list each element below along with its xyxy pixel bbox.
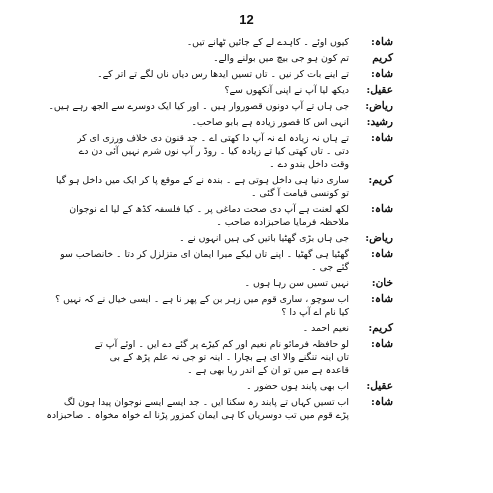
dialogue-line: کیوں اوئے ۔ کاہدے لے کے جائیں ٹھانے تیں۔ bbox=[186, 37, 349, 48]
dialogue-entry bbox=[76, 132, 395, 171]
dialogue-line: نعیم احمد ۔ bbox=[302, 323, 349, 334]
dialogue-text bbox=[56, 174, 349, 200]
dialogue-text bbox=[69, 203, 349, 229]
page-number: 12 bbox=[239, 12, 254, 27]
dialogue-text bbox=[77, 132, 349, 171]
speaker-name: عقیل: bbox=[366, 84, 393, 96]
speaker-name: کریم: bbox=[368, 174, 393, 186]
dialogue-entry bbox=[96, 84, 395, 97]
dialogue-line: اب بھی پابند ہوں حضور ۔ bbox=[246, 381, 349, 392]
dialogue-entry bbox=[55, 293, 395, 319]
dialogue-line: لکھ لعنت ہے آپ دی صحت دماغی پر ۔ کیا فلسفہ کڈھ کے لیا اے نوجوان bbox=[69, 204, 349, 215]
dialogue-text bbox=[96, 322, 349, 335]
dialogue-line: قاعدہ ہے میں تو ان کے اندر ریا بھی ہے ۔ bbox=[187, 365, 349, 376]
speaker-name: شاہ: bbox=[370, 36, 393, 48]
dialogue-text bbox=[96, 277, 349, 290]
dialogue-entry bbox=[96, 52, 395, 65]
speaker-name: شاہ: bbox=[370, 248, 393, 260]
dialogue-line: تو کونسی قیامت آ گئی ۔ bbox=[250, 188, 349, 199]
dialogue-line: لو حافظہ فرمائو نام نعیم اور کم کیڑے پر گئے دے ایں ۔ اوئے آپ تے bbox=[94, 339, 349, 350]
dialogue-entry bbox=[55, 174, 395, 200]
dialogue-text bbox=[96, 52, 349, 65]
speaker-name: شاہ: bbox=[370, 293, 393, 305]
dialogue-line: تاں اینہ تنگنے والا ای ہے بچارا ۔ اینہ تو جی نہ علم پڑھ کے بی bbox=[109, 352, 349, 363]
dialogue-line: اب سوچو ، ساری قوم میں زہر بن کے پھر نا ہے ۔ ایسی خیال نے کہ نہیں ؟ bbox=[55, 294, 349, 305]
dialogue-text bbox=[96, 232, 349, 245]
dialogue-line: دیکھ لیا آپ نے اپنی آنکھوں سے؟ bbox=[224, 85, 349, 96]
dialogue-text bbox=[95, 338, 349, 377]
dialogue-line: تے ہاں نہ زیادہ اے نہ آپ دا کھتی اے ۔ جد قنون دی خلاف ورزی ای کر bbox=[76, 133, 349, 144]
speaker-name: رشید: bbox=[366, 116, 393, 128]
dialogue-line: جی ہاں تے آپ دونوں قصوروار ہیں ۔ اور کیا ایک دوسرے سے الجھ رہے ہیں۔ bbox=[48, 101, 349, 112]
dialogue-script bbox=[46, 36, 395, 485]
dialogue-line: ملاحظہ فرمایا صاحبزادہ صاحب ۔ bbox=[216, 217, 349, 228]
speaker-name: شاہ: bbox=[370, 338, 393, 350]
dialogue-entry bbox=[46, 396, 395, 422]
dialogue-text bbox=[96, 84, 349, 97]
speaker-name: شاہ: bbox=[370, 203, 393, 215]
speaker-name: شاہ: bbox=[370, 396, 393, 408]
dialogue-text bbox=[46, 396, 349, 422]
speaker-name: عقیل: bbox=[366, 380, 393, 392]
dialogue-line: گھٹیا ہی گھٹیا ۔ اپنے تاں لیکے میرا ایمان ای متزلزل کر دتا ۔ خانصاحب سو bbox=[60, 249, 349, 260]
dialogue-text bbox=[96, 116, 349, 129]
dialogue-line: کیا نام اے آپ دا ؟ bbox=[281, 307, 349, 318]
speaker-name: شاہ: bbox=[370, 132, 393, 144]
dialogue-line: گئے جی ۔ bbox=[311, 262, 349, 273]
dialogue-line: اب تسیں کہاں تے پابند رہ سکنا ایں ۔ جد ایسے ایسے نوجوان پیدا ہون لگ bbox=[63, 397, 349, 408]
dialogue-text bbox=[60, 248, 349, 274]
dialogue-entry bbox=[96, 322, 395, 335]
dialogue-entry bbox=[96, 36, 395, 49]
dialogue-text bbox=[96, 380, 349, 393]
dialogue-text bbox=[55, 293, 349, 319]
dialogue-text bbox=[96, 36, 349, 49]
dialogue-line: جی ہاں بڑی گھٹیا باتیں کی ہیں انہوں نے ۔ bbox=[179, 233, 349, 244]
dialogue-entry bbox=[96, 232, 395, 245]
speaker-name: شاہ: bbox=[370, 68, 393, 80]
dialogue-line: وقت داخل بندو دے ۔ bbox=[269, 159, 349, 170]
dialogue-entry bbox=[48, 100, 395, 113]
dialogue-line: انہی اس کا قصور زیادہ ہے بابو صاحب۔ bbox=[191, 117, 349, 128]
dialogue-entry bbox=[96, 338, 395, 377]
speaker-name: ریاض: bbox=[365, 232, 393, 244]
dialogue-line: نہیں تسیں سن رہا ہوں ۔ bbox=[244, 278, 349, 289]
dialogue-line: ساری دنیا ہی داخل ہوتی ہے ۔ بندہ نے کے موقع پا کر ایک میں داخل ہو گیا bbox=[55, 175, 349, 186]
speaker-name: کریم: bbox=[368, 322, 393, 334]
dialogue-line: تم کون ہو جی بیچ میں بولنے والے۔ bbox=[213, 53, 349, 64]
dialogue-line: تے اینے بات کر نیں ۔ تاں تسیں ایدھا رس دیاں ناں لگے تے اتر کے۔ bbox=[97, 69, 349, 80]
dialogue-entry bbox=[96, 68, 395, 81]
speaker-name: ریاض: bbox=[365, 100, 393, 112]
dialogue-entry bbox=[60, 248, 395, 274]
dialogue-entry bbox=[96, 277, 395, 290]
dialogue-entry bbox=[69, 203, 395, 229]
dialogue-entry bbox=[96, 380, 395, 393]
dialogue-line: دتی ۔ تاں کھتی کیا تے زیادہ کیا ۔ روڈ ر آپ نوں شرم نہیں آئی دن دے bbox=[78, 146, 349, 157]
speaker-name: خان: bbox=[371, 277, 393, 289]
dialogue-entry bbox=[96, 116, 395, 129]
dialogue-text bbox=[96, 68, 349, 81]
speaker-name: کریم bbox=[372, 52, 393, 64]
dialogue-text bbox=[48, 100, 349, 113]
dialogue-line: پڑے قوم میں تب دوسریاں کا ہی ایمان کمزور پڑنا اے خواہ مخواہ ۔ صاحبزادہ bbox=[46, 410, 349, 421]
